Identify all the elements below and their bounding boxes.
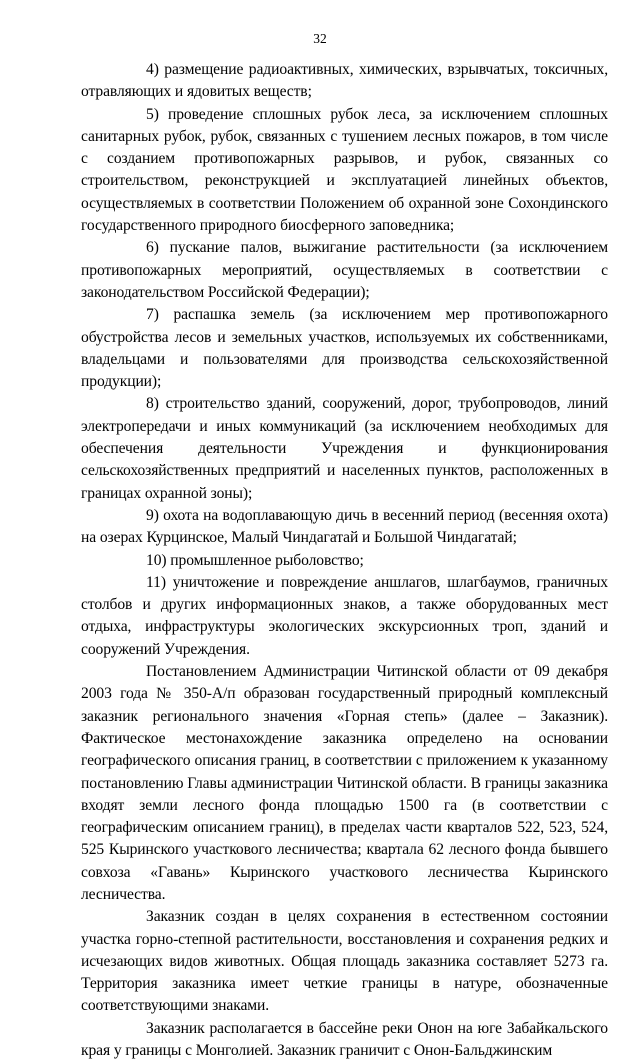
page-number: 32: [313, 31, 327, 46]
list-item-6: 6) пускание палов, выжигание растительности (за исключением противопожарных мероприятий, осуществляемых в соответствии с законодательством Российской Федерации);: [81, 239, 608, 301]
list-item-8: 8) строительство зданий, сооружений, дорог, трубопроводов, линий электропередачи и иных коммуникаций (за исключением необходимых для обеспечения деятельности Учреждения и функционирования сельскохозяйственных предприятий и населенных пунктов, расположенных в границах охранной зоны);: [81, 395, 608, 502]
list-item-4: 4) размещение радиоактивных, химических, взрывчатых, токсичных, отравляющих и ядовитых веществ;: [81, 61, 608, 101]
paragraph-zakaznik-location: Заказник располагается в бассейне реки Онон на юге Забайкальского края у границы с Монголией. Заказник граничит с Онон-Бальджинским: [81, 1019, 608, 1060]
document-body: [81, 59, 608, 1062]
list-item-5: 5) проведение сплошных рубок леса, за исключением сплошных санитарных рубок, рубок, связанных с тушением лесных пожаров, в том числе с созданием противопожарных разрывов, и рубок, связанных со строительством, реконструкцией и эксплуатацией линейных объектов, осуществляемых в соответствии Положением об охранной зоне Сохондинского государственного природного биосферного заповедника;: [81, 105, 608, 235]
list-item-9: 9) охота на водоплавающую дичь в весенний период (весенняя охота) на озерах Курцинское, Малый Чиндагатай и Большой Чиндагатай;: [81, 506, 608, 547]
list-item-7: 7) распашка земель (за исключением мер противопожарного обустройства лесов и земельных участков, используемых их собственниками, владельцами и пользователями для производства сельскохозяйственной продукции);: [81, 306, 608, 391]
paragraph-zakaznik-establishment: Постановлением Администрации Читинской области от 09 декабря 2003 года № 350-А/п образован государственный природный комплексный заказник регионального значения «Горная степь» (далее – Заказник). Фактическое местонахождение заказника определено на основании географического описания границ, в соответствии с приложением к указанному постановлению Главы администрации Читинской области. В границы заказника входят земли лесного фонда площадью 1500 га (в соответствии с географическим описанием границ), в пределах части кварталов 522, 523, 524, 525 Кыринского участкового лесничества; квартала 62 лесного фонда бывшего совхоза «Гавань» Кыринского участкового лесничества Кыринского лесничества.: [81, 663, 608, 903]
paragraph-zakaznik-purpose: Заказник создан в целях сохранения в естественном состоянии участка горно-степной растительности, восстановления и сохранения редких и исчезающих видов животных. Общая площадь заказника составляет 5273 га. Территория заказника имеет четкие границы в натуре, обозначенные соответствующими знаками.: [81, 908, 608, 1015]
list-item-11: 11) уничтожение и повреждение аншлагов, шлагбаумов, граничных столбов и других информационных знаков, а также оборудованных мест отдыха, инфраструктуры экологических экскурсионных троп, зданий и сооружений Учреждения.: [81, 573, 608, 658]
list-item-10: 10) промышленное рыболовство;: [146, 551, 364, 569]
